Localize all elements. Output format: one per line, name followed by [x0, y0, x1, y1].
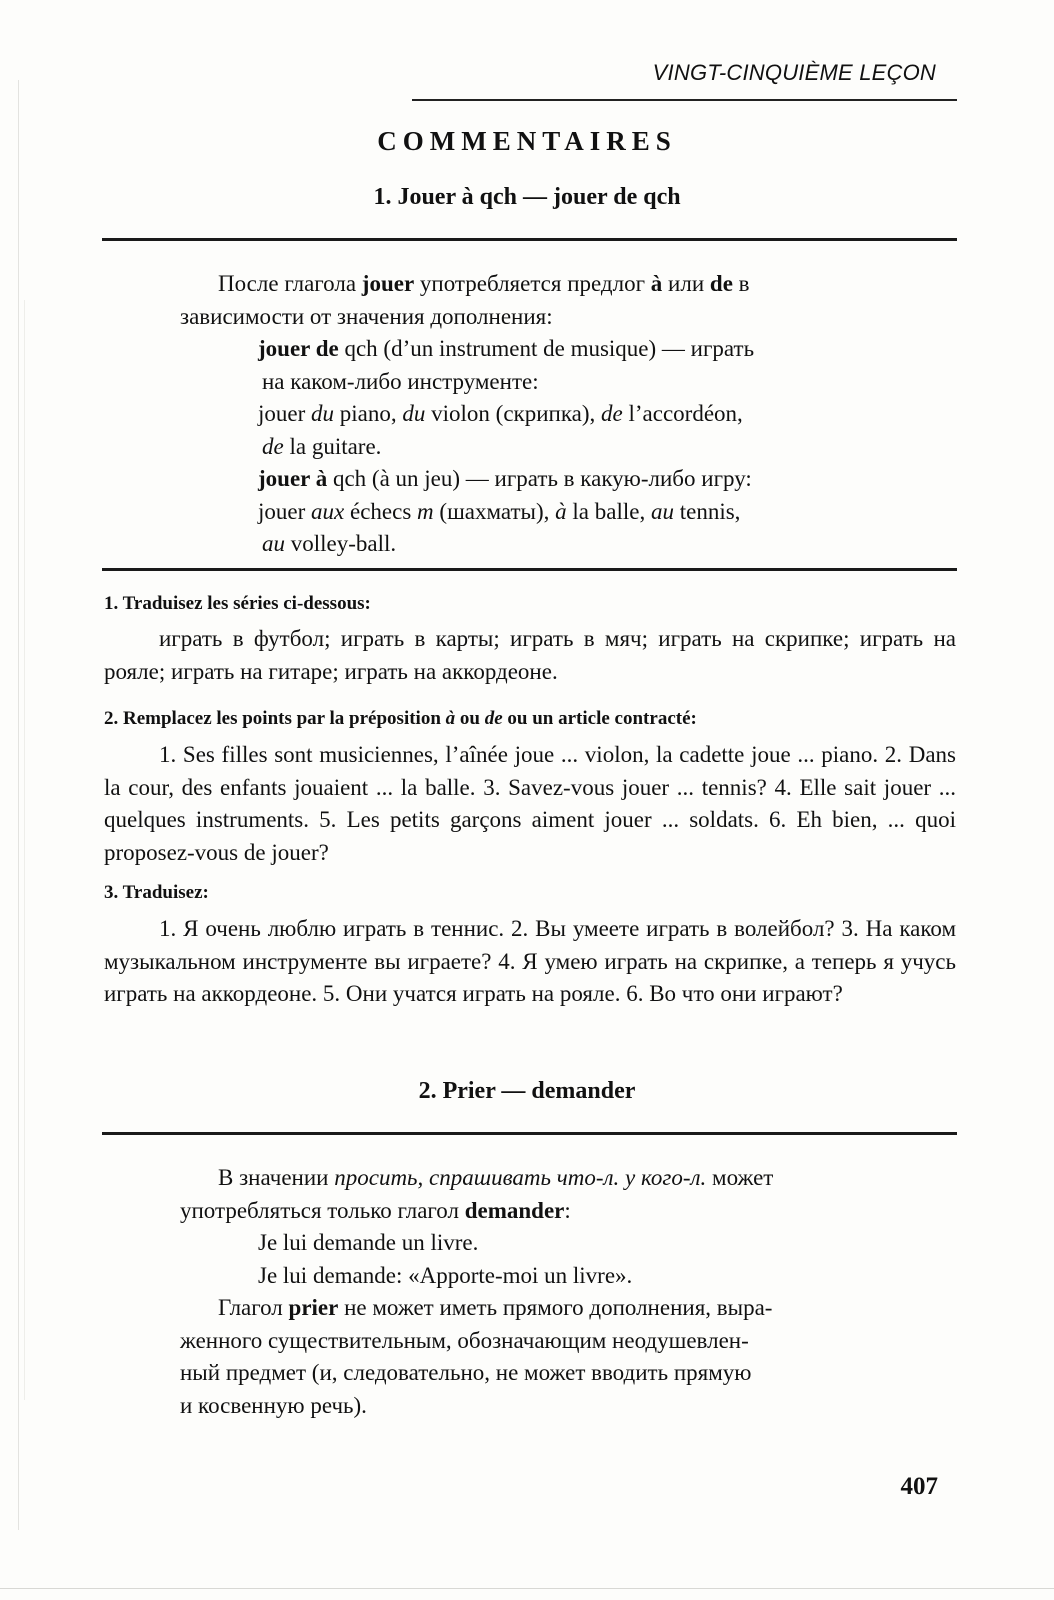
- exercise-2-heading: 2. Remplacez les points par la préposition à ou de ou un article contracté:: [104, 708, 697, 729]
- intro-line-1: После глагола jouer употребляется предлог à или de в: [218, 271, 750, 296]
- part1-rule-bottom: [102, 568, 957, 571]
- part1-rule-top: [102, 238, 957, 241]
- a-rule-line: jouer à qch (à un jeu) — играть в какую-либо игру:: [258, 466, 752, 491]
- a-examples-line-2: au volley-ball.: [262, 531, 397, 556]
- exercise-1-body: играть в футбол; играть в карты; играть в мяч; играть на скрипке; играть на рояле; играть на гитаре; играть на аккордеоне.: [104, 626, 956, 684]
- a-examples-line-1: jouer aux échecs m (шахматы), à la balle, au tennis,: [258, 498, 741, 524]
- part1-rule-box: [180, 268, 900, 561]
- exercise-3-body: 1. Я очень люблю играть в теннис. 2. Вы умеете играть в волейбол? 3. На каком музыкальном инструменте вы играете? 4. Я умею играть на скрипке, а теперь я учусь играть на аккордеоне. 5. Они учатся играть на рояле. 6. Во что они играют?: [104, 916, 956, 1006]
- part2-p2-line-4: и косвенную речь).: [180, 1392, 367, 1418]
- de-examples-line-2: de la guitare.: [262, 433, 382, 459]
- running-head: VINGT-CINQUIÈME LEÇON: [652, 60, 936, 85]
- exercise-2-body: 1. Ses filles sont musiciennes, l’aînée joue ... violon, la cadette joue ... piano. 2. Dans la cour, des enfants jouaient ... la balle. 3. Savez-vous jouer ... tennis? 4. Elle sait jouer ... quelques instruments. 5. Les petits garçons aiment jouer ... soldats. 6. Eh bien, ... quoi proposez-vous de jouer?: [104, 742, 956, 865]
- part1-title: 1. Jouer à qch — jouer de qch: [373, 184, 681, 210]
- de-examples-line-1: jouer du piano, du violon (скрипка), de l’accordéon,: [258, 401, 743, 426]
- page-number: 407: [900, 1473, 938, 1500]
- part2-title: 2. Prier — demander: [418, 1078, 636, 1104]
- exercise-1-heading: 1. Traduisez les séries ci-dessous:: [104, 593, 371, 614]
- running-head-rule: [412, 99, 957, 101]
- de-rule-line-1: jouer de qch (d’un instrument de musique) — играть: [258, 336, 755, 361]
- part2-p1-line-2: употребляться только глагол demander:: [180, 1197, 571, 1223]
- scan-edge-line: [24, 300, 25, 1400]
- part2-example-1: Je lui demande un livre.: [258, 1230, 479, 1255]
- scan-bottom-line: [0, 1588, 1054, 1589]
- exercise-3-heading: 3. Traduisez:: [104, 882, 209, 903]
- intro-line-2: зависимости от значения дополнения:: [180, 303, 553, 329]
- part2-p2-line-1: Глагол prier не может иметь прямого дополнения, выра-: [218, 1295, 773, 1320]
- part2-p2-line-3: ный предмет (и, следовательно, не может вводить прямую: [180, 1360, 752, 1385]
- part2-rule-box: [180, 1162, 900, 1422]
- part2-p2-line-2: женного существительным, обозначающим неодушевлен-: [180, 1327, 749, 1353]
- part2-rule-top: [102, 1132, 957, 1135]
- section-title: COMMENTAIRES: [377, 126, 677, 156]
- part2-p1-line-1: В значении просить, спрашивать что-л. у кого-л. может: [218, 1165, 774, 1190]
- scan-edge-line: [18, 80, 19, 1530]
- de-rule-line-2: на каком-либо инструменте:: [262, 368, 539, 394]
- part2-example-2: Je lui demande: «Apporte-moi un livre».: [258, 1262, 633, 1288]
